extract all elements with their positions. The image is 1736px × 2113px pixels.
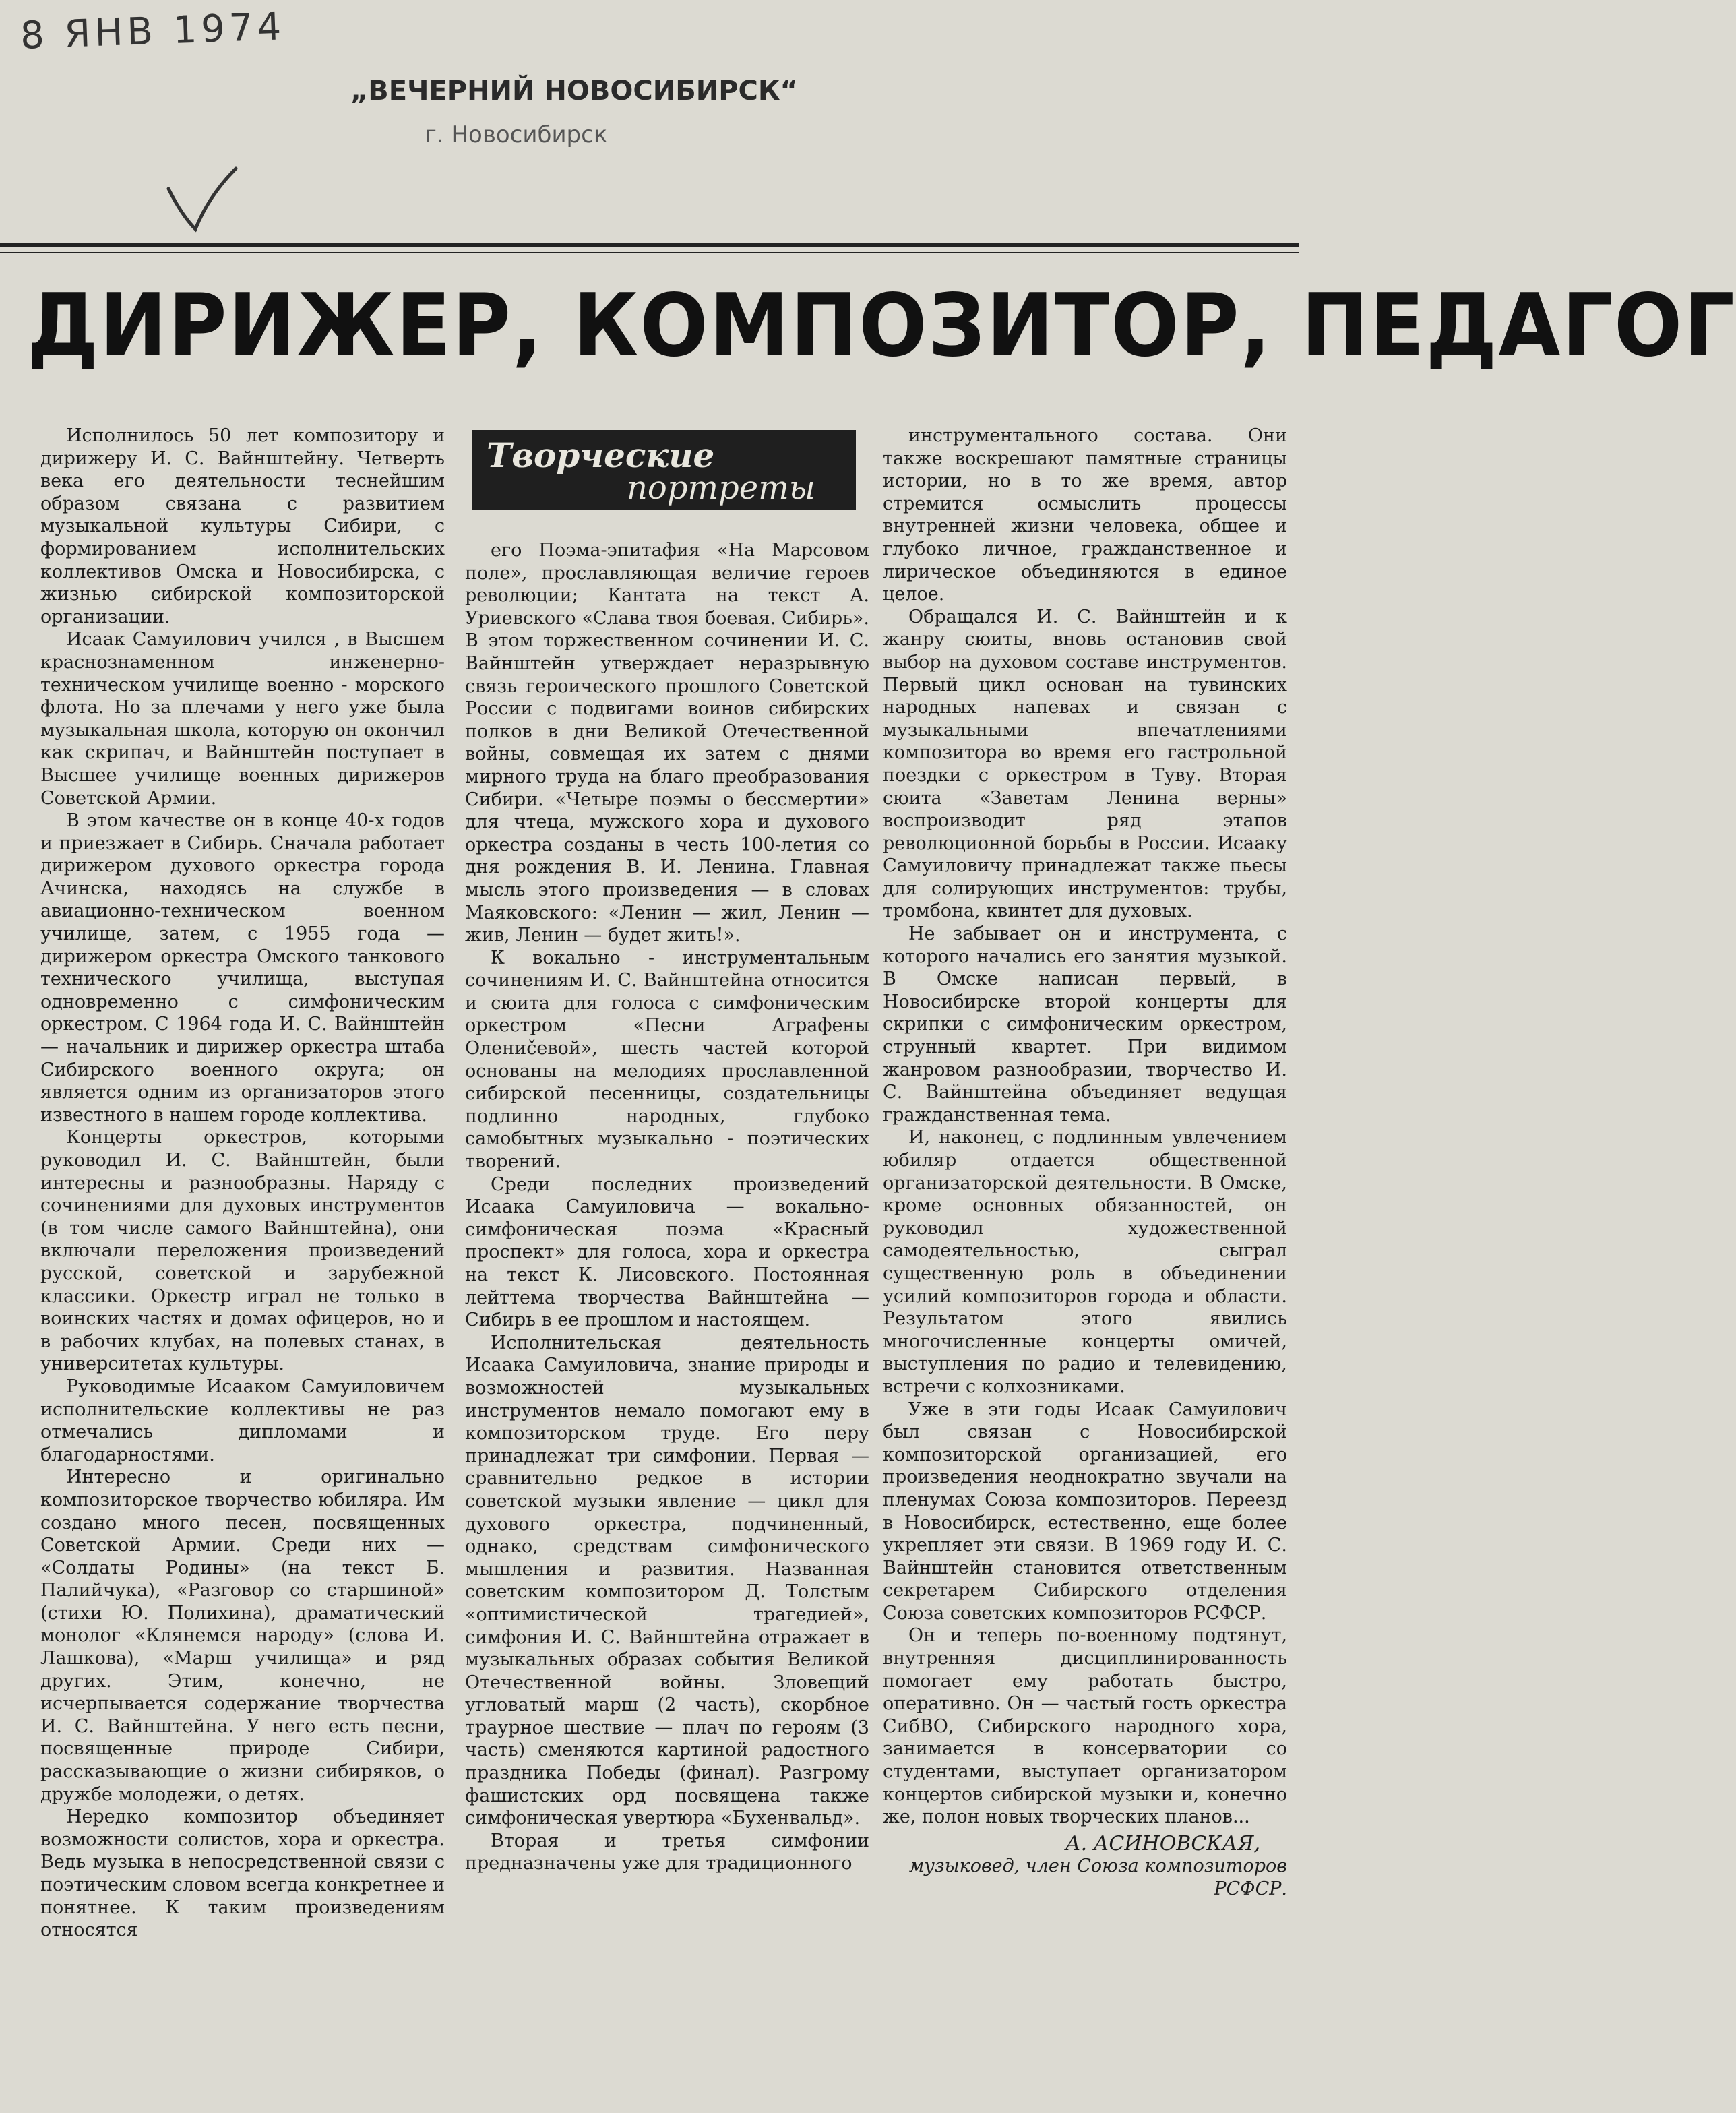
paragraph: Вторая и третья симфонии предназначены уже для традиционного <box>465 1830 869 1874</box>
paragraph: Уже в эти годы Исаак Самуилович был связан с Новосибирской композиторской организацией, его произведения неоднократно звучали на пленумах Союза композиторов. Переезд в Новосибирск, естественно, еще более укрепляет эти связи. В 1969 году И. С. Вайнштейн становится ответственным секретарем Сибирского отделения Союза советских композиторов РСФСР. <box>883 1399 1287 1624</box>
paragraph: Он и теперь по-военному подтянут, внутренняя дисциплинированность помогает ему работать быстро, оперативно. Он — частый гость оркестра СибВО, Сибирского народного хора, занимается в консерватории со студентами, выступает организатором концертов сибирской музыки и, конечно же, полон новых творческих планов... <box>883 1625 1287 1828</box>
article-column-3 <box>883 425 1287 1901</box>
paragraph: К вокально - инструментальным сочинениям И. С. Вайнштейна относится и сюита для голоса с симфоническим оркестром «Песни Аграфены Олениčевой», шесть частей которой основаны на мелодиях прославленной сибирской песенницы, создательницы подлинно народных, глубоко самобытных музыкально - поэтических творений. <box>465 947 869 1173</box>
rubric-bottom: портреты <box>627 469 815 507</box>
date-stamp: 8 ЯНВ 1974 <box>19 5 286 58</box>
divider-rule <box>0 243 1299 247</box>
article-headline: ДИРИЖЕР, КОМПОЗИТОР, ПЕДАГОГ <box>27 276 1736 376</box>
rubric-badge <box>472 430 856 510</box>
paragraph: Исполнительская деятельность Исаака Самуиловича, знание природы и возможностей музыкальных инструментов немало помогают ему в композиторском труде. Его перу принадлежат три симфонии. Первая — сравнительно редкое в истории советской музыки явление — цикл для духового оркестра, подчиненный, однако, средствам симфонического мышления и развития. Названная советским композитором Д. Толстым «оптимистической трагедией», симфония И. С. Вайнштейна отражает в музыкальных образах события Великой Отечественной войны. Зловещий угловатый марш (2 часть), скорбное траурное шествие — плач по героям (3 часть) сменяются картиной радостного праздника Победы (финал). Разгрому фашистских орд посвящена также симфоническая увертюра «Бухенвальд». <box>465 1332 869 1829</box>
paragraph: Руководимые Исааком Самуиловичем исполнительские коллективы не раз отмечались дипломами и благодарностями. <box>40 1376 445 1465</box>
paragraph: Обращался И. С. Вайнштейн и к жанру сюиты, вновь остановив свой выбор на духовом составе инструментов. Первый цикл основан на тувинских народных напевах и связан с музыкальными впечатлениями композитора во время его гастрольной поездки с оркестром в Туву. Вторая сюита «Заветам Ленина верны» воспроизводит ряд этапов революционной борьбы в России. Исааку Самуиловичу принадлежат также пьесы для солирующих инструментов: трубы, тромбона, квинтет для духовых. <box>883 606 1287 922</box>
paragraph: Исаак Самуилович учился , в Высшем краснознаменном инженерно-техническом училище военно - морского флота. Но за плечами у него уже была музыкальная школа, которую он окончил как скрипач, и Вайнштейн поступает в Высшее училище военных дирижеров Советской Армии. <box>40 629 445 809</box>
divider-rule-thin <box>0 252 1299 253</box>
paragraph: инструментального состава. Они также воскрешают памятные страницы истории, но в то же время, автор стремится осмыслить процессы внутренней жизни человека, общее и глубоко личное, гражданственное и лирическое объединяются в единое целое. <box>883 425 1287 605</box>
author-name: А. АСИНОВСКАЯ, <box>1065 1831 1260 1856</box>
newspaper-city: г. Новосибирск <box>425 121 608 148</box>
paragraph: И, наконец, с подлинным увлечением юбиляр отдается общественной организаторской деятельности. В Омске, кроме основных обязанностей, он руководил художественной самодеятельностью, сыграл существенную роль в объединении усилий композиторов города и области. Результатом этого явились многочисленные концерты омичей, выступления по радио и телевидению, встречи с колхозниками. <box>883 1127 1287 1397</box>
paragraph: Исполнилось 50 лет композитору и дирижеру И. С. Вайнштейну. Четверть века его деятельности теснейшим образом связана с развитием музыкальной культуры Сибири, с формированием исполнительских коллективов Омска и Новосибирска, с жизнью сибирской композиторской организации. <box>40 425 445 627</box>
paragraph: его Поэма-эпитафия «На Марсовом поле», прославляющая величие героев революции; Кантата на текст А. Уриевского «Слава твоя боевая. Сибирь». В этом торжественном сочинении И. С. Вайнштейн утверждает неразрывную связь героического прошлого Советской России с подвигами воинов сибирских полков в дни Великой Отечественной войны, совмещая их затем с днями мирного труда на благо преобразования Сибири. «Четыре поэмы о бессмертии» для чтеца, мужского хора и духового оркестра созданы в честь 100-летия со дня рождения В. И. Ленина. Главная мысль этого произведения — в словах Маяковского: «Ленин — жил, Ленин — жив, Ленин — будет жить!». <box>465 540 869 946</box>
paragraph: Нередко композитор объединяет возможности солистов, хора и оркестра. Ведь музыка в непосредственной связи с поэтическим словом всегда конкретнее и понятнее. К таким произведениям относятся <box>40 1806 445 1941</box>
checkmark-icon <box>162 162 243 236</box>
newspaper-name: „ВЕЧЕРНИЙ НОВОСИБИРСК“ <box>350 75 798 106</box>
paragraph: Концерты оркестров, которыми руководил И. С. Вайнштейн, были интересны и разнообразны. Наряду с сочинениями для духовых инструментов (в том числе самого Вайнштейна), они включали переложения произведений русской, советской и зарубежной классики. Оркестр играл не только в воинских частях и домах офицеров, но и в рабочих клубах, на полевых станах, в университетах культуры. <box>40 1127 445 1375</box>
paragraph: В этом качестве он в конце 40-х годов и приезжает в Сибирь. Сначала работает дирижером духового оркестра города Ачинска, находясь на службе в авиационно-техническом военном училище, затем, с 1955 года — дирижером оркестра Омского танкового технического училища, выступая одновременно с симфоническим оркестром. С 1964 года И. С. Вайнштейн — начальник и дирижер оркестра штаба Сибирского военного округа; он является одним из организаторов этого известного в нашем городе коллектива. <box>40 810 445 1126</box>
article-column-2 <box>465 539 869 1875</box>
paragraph: Интересно и оригинально композиторское творчество юбиляра. Им создано много песен, посвященных Советской Армии. Среди них — «Солдаты Родины» (на текст Б. Палийчука), «Разговор со старшиной» (стихи Ю. Полихина), драматический монолог «Клянемся народу» (слова И. Лашкова), «Марш училища» и ряд других. Этим, конечно, не исчерпывается содержание творчества И. С. Вайнштейна. У него есть песни, посвященные природе Сибири, рассказывающие о жизни сибиряков, о дружбе молодежи, о детях. <box>40 1467 445 1805</box>
author-title: музыковед, член Союза композиторов РСФСР. <box>908 1856 1287 1899</box>
article-column-1 <box>40 425 445 1942</box>
paragraph: Не забывает он и инструмента, с которого начались его занятия музыкой. В Омске написан первый, в Новосибирске второй концерты для скрипки с симфоническим оркестром, струнный квартет. При видимом жанровом разнообразии, творчество И. С. Вайнштейна объединяет ведущая гражданственная тема. <box>883 923 1287 1126</box>
rubric-top: Творческие <box>487 435 715 475</box>
paragraph: Среди последних произведений Исаака Самуиловича — вокально-симфоническая поэма «Красный проспект» для голоса, хора и оркестра на текст К. Лисовского. Постоянная лейттема творчества Вайнштейна — Сибирь в ее прошлом и настоящем. <box>465 1173 869 1331</box>
